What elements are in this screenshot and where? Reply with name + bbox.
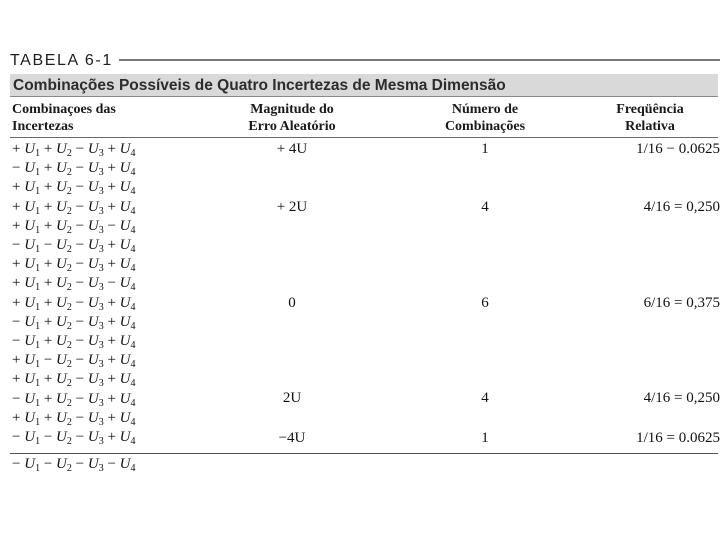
- sign: −: [71, 160, 88, 176]
- sign: +: [103, 352, 120, 368]
- sign: −: [12, 429, 25, 445]
- variable: U: [56, 314, 67, 330]
- sign: −: [103, 456, 120, 472]
- combination-row: [12, 274, 136, 292]
- variable-subscript: 4: [130, 378, 136, 389]
- variable: U: [24, 333, 36, 349]
- sign: −: [71, 295, 88, 311]
- sign: −: [71, 391, 88, 407]
- variable: U: [24, 256, 36, 272]
- sign: +: [40, 275, 57, 291]
- variable: U: [56, 429, 67, 445]
- variable-subscript: 4: [130, 263, 136, 274]
- variable-subscript: 2: [66, 340, 72, 351]
- sign: −: [71, 371, 88, 387]
- frequency-group-4: 4/16 = 0,250: [643, 390, 720, 406]
- sign: −: [71, 237, 88, 253]
- variable: U: [24, 199, 36, 215]
- variable-subscript: 4: [130, 225, 136, 236]
- sign: +: [103, 391, 120, 407]
- variable: U: [119, 218, 131, 234]
- variable-subscript: 1: [35, 244, 41, 255]
- variable-subscript: 3: [98, 340, 104, 351]
- variable: U: [87, 237, 99, 253]
- variable: U: [87, 295, 99, 311]
- variable-subscript: 1: [35, 463, 41, 474]
- variable: U: [119, 410, 131, 426]
- combination-row: [12, 255, 136, 273]
- variable: U: [56, 141, 67, 157]
- sign: −: [40, 429, 57, 445]
- variable-subscript: 4: [130, 186, 136, 197]
- variable: U: [24, 352, 36, 368]
- sign: −: [12, 237, 25, 253]
- variable: U: [119, 275, 131, 291]
- combination-row: [12, 159, 136, 177]
- combination-row: [12, 178, 136, 196]
- variable: U: [119, 141, 131, 157]
- variable-subscript: 3: [98, 225, 104, 236]
- sign: +: [12, 256, 25, 272]
- variable-subscript: 1: [35, 167, 41, 178]
- table-caption: Combinações Possíveis de Quatro Incertezas de Mesma Dimensão: [13, 77, 506, 94]
- combination-row: [12, 332, 136, 350]
- variable-subscript: 3: [98, 244, 104, 255]
- variable: U: [87, 275, 99, 291]
- sign: +: [40, 371, 57, 387]
- sign: −: [71, 275, 88, 291]
- variable: U: [56, 391, 67, 407]
- combination-row: [12, 198, 136, 216]
- magnitude-group-1: + 4U: [276, 141, 308, 157]
- sign: +: [103, 199, 120, 215]
- combination-row: [12, 217, 136, 235]
- sign: +: [40, 218, 57, 234]
- sign: −: [103, 275, 120, 291]
- variable-subscript: 3: [98, 148, 104, 159]
- header-count-line1: Número de: [451, 102, 519, 117]
- variable-subscript: 4: [130, 463, 136, 474]
- variable-subscript: 1: [35, 378, 41, 389]
- count-group-4: 4: [481, 390, 489, 406]
- magnitude-group-5: −4U: [278, 430, 306, 446]
- variable-subscript: 1: [35, 206, 41, 217]
- variable: U: [24, 237, 36, 253]
- variable: U: [119, 352, 131, 368]
- combination-row: [12, 294, 136, 312]
- variable-subscript: 3: [98, 282, 104, 293]
- combination-row: [12, 455, 136, 473]
- variable-subscript: 4: [130, 340, 136, 351]
- header-magnitude-line2: Erro Aleatório: [248, 119, 336, 134]
- variable: U: [24, 218, 36, 234]
- header-combinations: [12, 101, 116, 135]
- variable: U: [87, 456, 99, 472]
- variable-subscript: 3: [98, 186, 104, 197]
- variable: U: [24, 456, 36, 472]
- variable-subscript: 4: [130, 436, 136, 447]
- variable-subscript: 1: [35, 263, 41, 274]
- variable: U: [56, 218, 67, 234]
- sign: +: [40, 256, 57, 272]
- sign: +: [40, 160, 57, 176]
- header-frequency: [580, 101, 720, 135]
- header-count-line2: Combinações: [444, 119, 526, 134]
- variable: U: [87, 218, 99, 234]
- variable-subscript: 1: [35, 225, 41, 236]
- combination-row: [12, 351, 136, 369]
- variable: U: [87, 179, 99, 195]
- variable-subscript: 1: [35, 302, 41, 313]
- variable: U: [119, 160, 131, 176]
- variable-subscript: 3: [98, 378, 104, 389]
- variable: U: [87, 429, 99, 445]
- variable: U: [87, 371, 99, 387]
- variable-subscript: 4: [130, 148, 136, 159]
- sign: +: [103, 295, 120, 311]
- variable: U: [24, 295, 36, 311]
- sign: −: [12, 314, 25, 330]
- variable-subscript: 2: [66, 148, 72, 159]
- sign: +: [40, 410, 57, 426]
- variable-subscript: 4: [130, 417, 136, 428]
- variable: U: [119, 429, 131, 445]
- variable: U: [24, 179, 36, 195]
- frequency-group-3: 6/16 = 0,375: [643, 295, 720, 311]
- variable: U: [119, 456, 131, 472]
- header-frequency-line2: Relativa: [625, 119, 675, 134]
- variable-subscript: 3: [98, 398, 104, 409]
- sign: +: [103, 256, 120, 272]
- sign: +: [12, 371, 25, 387]
- sign: +: [103, 141, 120, 157]
- variable-subscript: 4: [130, 206, 136, 217]
- sign: −: [71, 314, 88, 330]
- combination-row: [12, 313, 136, 331]
- variable-subscript: 1: [35, 398, 41, 409]
- sign: −: [71, 199, 88, 215]
- table-label: TABELA 6-1: [10, 52, 119, 70]
- variable: U: [56, 371, 67, 387]
- variable-subscript: 3: [98, 417, 104, 428]
- sign: +: [103, 429, 120, 445]
- sign: +: [40, 314, 57, 330]
- variable: U: [119, 295, 131, 311]
- variable: U: [87, 314, 99, 330]
- variable: U: [56, 160, 67, 176]
- variable-subscript: 4: [130, 302, 136, 313]
- variable-subscript: 4: [130, 359, 136, 370]
- sign: −: [40, 456, 57, 472]
- variable-subscript: 1: [35, 436, 41, 447]
- sign: +: [103, 237, 120, 253]
- variable-subscript: 4: [130, 321, 136, 332]
- sign: −: [71, 179, 88, 195]
- header-combinations-line2: Incertezas: [12, 119, 74, 134]
- variable: U: [119, 333, 131, 349]
- sign: +: [40, 141, 57, 157]
- variable-subscript: 1: [35, 148, 41, 159]
- variable-subscript: 1: [35, 359, 41, 370]
- sign: −: [71, 141, 88, 157]
- variable-subscript: 3: [98, 321, 104, 332]
- variable: U: [87, 333, 99, 349]
- variable: U: [56, 352, 67, 368]
- sign: −: [40, 237, 57, 253]
- variable: U: [87, 352, 99, 368]
- variable: U: [24, 410, 36, 426]
- sign: +: [12, 141, 25, 157]
- variable: U: [87, 160, 99, 176]
- combination-row: [12, 140, 136, 158]
- magnitude-group-2: + 2U: [276, 199, 308, 215]
- variable: U: [56, 275, 67, 291]
- sign: +: [103, 179, 120, 195]
- variable: U: [24, 371, 36, 387]
- variable-subscript: 4: [130, 398, 136, 409]
- variable-subscript: 3: [98, 463, 104, 474]
- variable-subscript: 2: [66, 225, 72, 236]
- variable-subscript: 1: [35, 417, 41, 428]
- variable: U: [119, 391, 131, 407]
- sign: +: [103, 314, 120, 330]
- variable-subscript: 1: [35, 186, 41, 197]
- sign: −: [103, 218, 120, 234]
- sign: +: [12, 295, 25, 311]
- variable: U: [56, 256, 67, 272]
- variable-subscript: 2: [66, 436, 72, 447]
- variable-subscript: 2: [66, 398, 72, 409]
- frequency-group-5: 1/16 = 0.0625: [636, 430, 720, 446]
- sign: −: [71, 256, 88, 272]
- sign: −: [12, 333, 25, 349]
- variable-subscript: 4: [130, 244, 136, 255]
- variable-subscript: 3: [98, 302, 104, 313]
- sign: +: [103, 371, 120, 387]
- variable-subscript: 3: [98, 206, 104, 217]
- bottom-rule: [10, 453, 718, 454]
- sign: +: [103, 333, 120, 349]
- variable: U: [24, 391, 36, 407]
- variable-subscript: 1: [35, 321, 41, 332]
- count-group-5: 1: [481, 430, 489, 446]
- variable: U: [87, 141, 99, 157]
- count-group-3: 6: [481, 295, 489, 311]
- variable-subscript: 3: [98, 359, 104, 370]
- combination-row: [12, 428, 136, 446]
- sign: +: [40, 179, 57, 195]
- header-combinations-line1: Combinaçoes das: [12, 102, 116, 117]
- variable-subscript: 2: [66, 282, 72, 293]
- frequency-group-2: 4/16 = 0,250: [643, 199, 720, 215]
- sign: −: [40, 352, 57, 368]
- variable-subscript: 2: [66, 463, 72, 474]
- sign: −: [71, 429, 88, 445]
- variable-subscript: 2: [66, 321, 72, 332]
- variable-subscript: 3: [98, 167, 104, 178]
- sign: +: [103, 160, 120, 176]
- magnitude-group-3: 0: [288, 295, 296, 311]
- variable: U: [87, 256, 99, 272]
- variable-subscript: 2: [66, 417, 72, 428]
- sign: +: [40, 199, 57, 215]
- variable: U: [119, 314, 131, 330]
- sign: −: [71, 410, 88, 426]
- variable-subscript: 2: [66, 302, 72, 313]
- sign: +: [12, 410, 25, 426]
- variable-subscript: 2: [66, 167, 72, 178]
- sign: +: [12, 352, 25, 368]
- variable-subscript: 4: [130, 167, 136, 178]
- variable: U: [119, 199, 131, 215]
- combination-row: [12, 409, 136, 427]
- variable-subscript: 2: [66, 378, 72, 389]
- variable: U: [87, 199, 99, 215]
- header-magnitude: [212, 101, 372, 135]
- sign: +: [103, 410, 120, 426]
- count-group-1: 1: [481, 141, 489, 157]
- variable: U: [119, 256, 131, 272]
- sign: +: [40, 333, 57, 349]
- variable: U: [56, 456, 67, 472]
- variable: U: [24, 160, 36, 176]
- sign: +: [12, 199, 25, 215]
- sign: +: [40, 391, 57, 407]
- variable-subscript: 2: [66, 186, 72, 197]
- variable: U: [119, 237, 131, 253]
- variable: U: [87, 391, 99, 407]
- combination-row: [12, 370, 136, 388]
- header-rule: [10, 137, 718, 138]
- combination-row: [12, 236, 136, 254]
- header-count: [400, 101, 570, 135]
- sign: +: [12, 179, 25, 195]
- sign: −: [12, 391, 25, 407]
- variable-subscript: 1: [35, 340, 41, 351]
- variable: U: [119, 179, 131, 195]
- variable: U: [24, 314, 36, 330]
- combination-row: [12, 390, 136, 408]
- variable: U: [56, 295, 67, 311]
- variable: U: [56, 199, 67, 215]
- header-frequency-line1: Freqüência: [616, 102, 684, 117]
- variable: U: [24, 275, 36, 291]
- sign: −: [12, 456, 25, 472]
- variable-subscript: 2: [66, 263, 72, 274]
- sign: −: [71, 218, 88, 234]
- magnitude-group-4: 2U: [282, 390, 302, 406]
- frequency-group-1: 1/16 − 0.0625: [636, 141, 720, 157]
- variable: U: [24, 141, 36, 157]
- variable-subscript: 2: [66, 206, 72, 217]
- sign: +: [12, 218, 25, 234]
- sign: −: [71, 333, 88, 349]
- sign: +: [12, 275, 25, 291]
- count-group-2: 4: [481, 199, 489, 215]
- variable: U: [56, 410, 67, 426]
- variable-subscript: 3: [98, 436, 104, 447]
- sign: +: [40, 295, 57, 311]
- sign: −: [71, 352, 88, 368]
- variable: U: [119, 371, 131, 387]
- variable: U: [56, 237, 67, 253]
- sign: −: [71, 456, 88, 472]
- header-magnitude-line1: Magnitude do: [250, 102, 334, 117]
- variable-subscript: 3: [98, 263, 104, 274]
- variable-subscript: 1: [35, 282, 41, 293]
- variable-subscript: 4: [130, 282, 136, 293]
- variable-subscript: 2: [66, 359, 72, 370]
- variable-subscript: 2: [66, 244, 72, 255]
- variable: U: [56, 333, 67, 349]
- variable: U: [56, 179, 67, 195]
- sign: −: [12, 160, 25, 176]
- variable: U: [87, 410, 99, 426]
- variable: U: [24, 429, 36, 445]
